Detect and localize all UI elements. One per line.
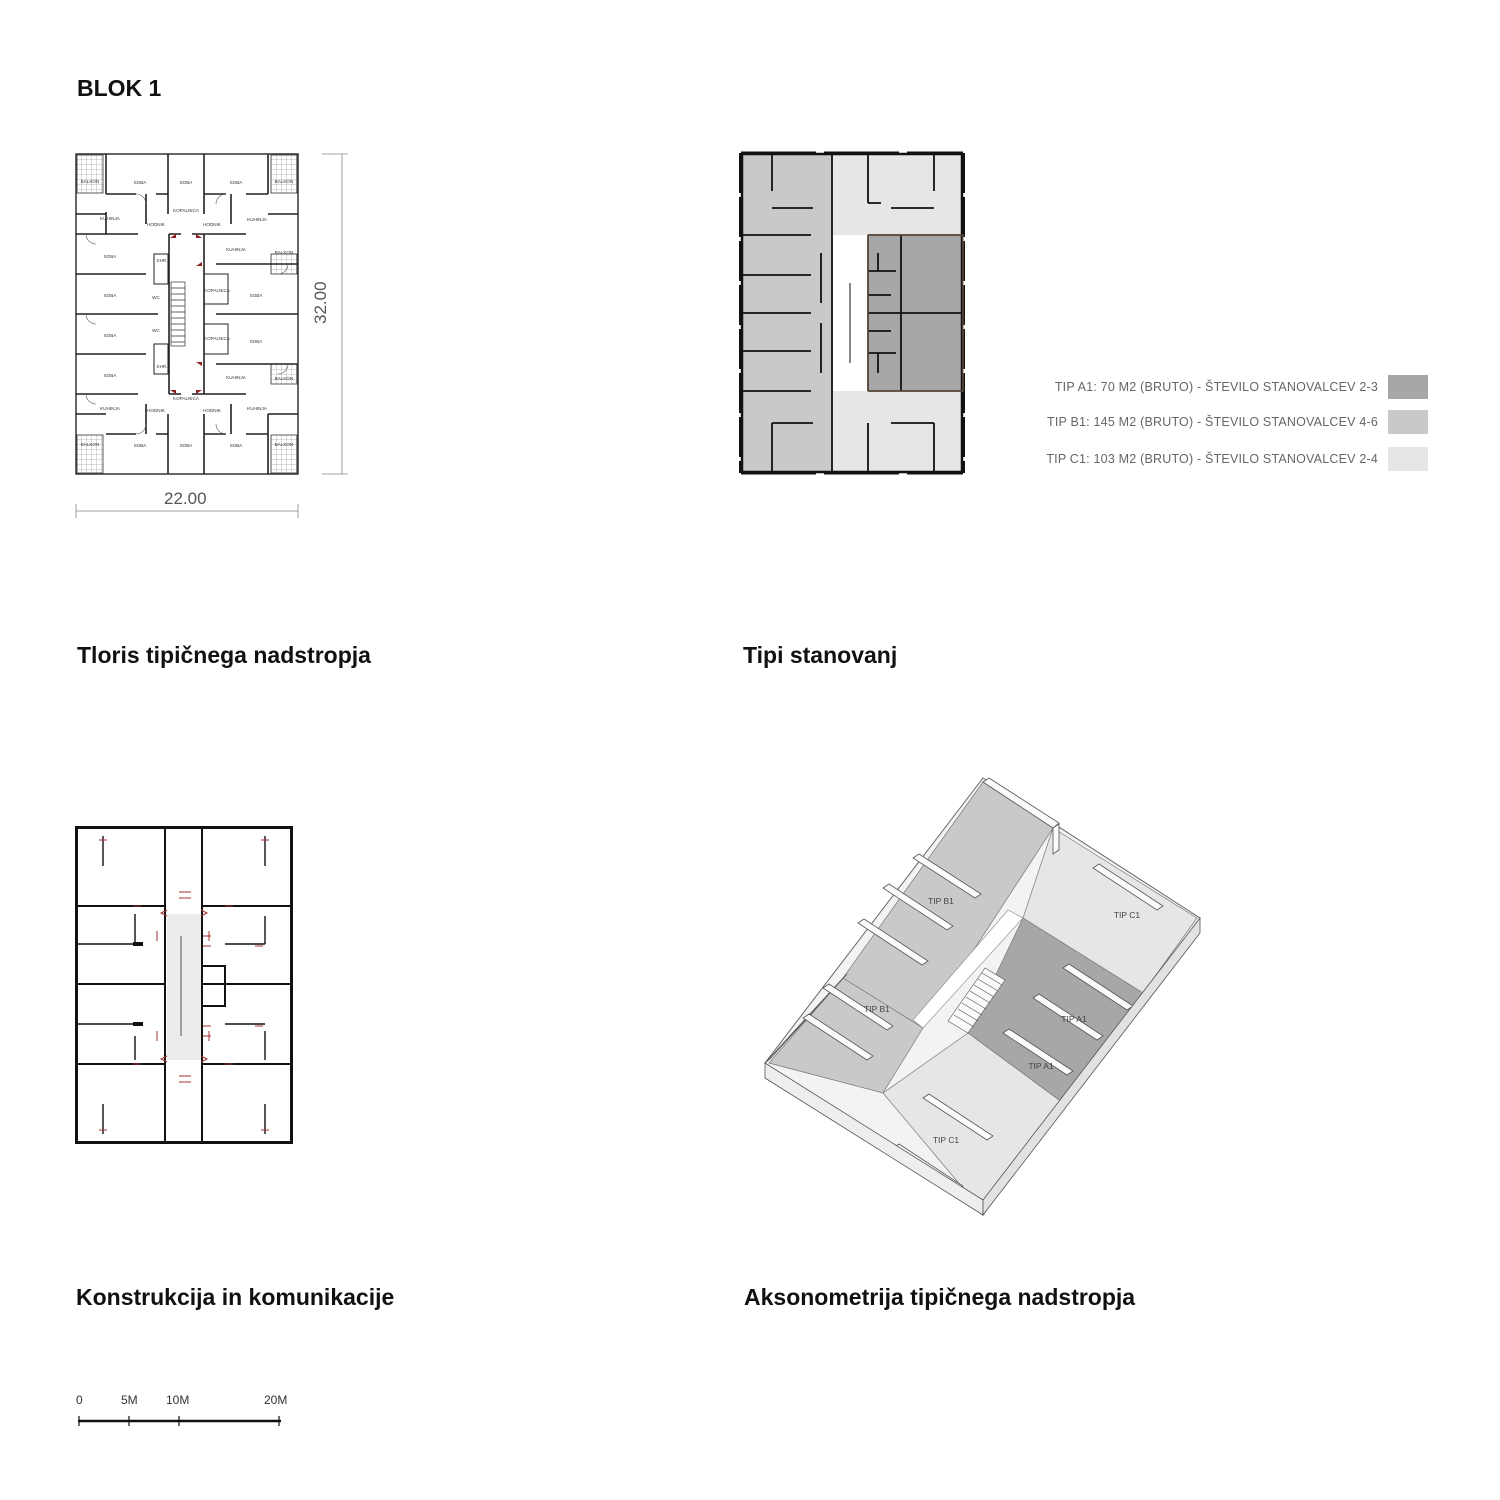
legend-item-a1: [1055, 375, 1428, 399]
room-label: SHR.: [156, 258, 168, 263]
scale-label: 10M: [166, 1393, 190, 1407]
room-label: SOBA: [179, 443, 193, 448]
room-label: HODNIK: [203, 222, 221, 227]
axonometry-drawing: [763, 778, 1203, 1218]
room-label: SOBA: [103, 254, 117, 259]
axonometry-caption: Aksonometrija tipičnega nadstropja: [744, 1284, 1136, 1310]
structure-drawing: [75, 826, 293, 1144]
legend-label: TIP B1: 145 M2 (BRUTO) - ŠTEVILO STANOVALCEV 4-6: [1047, 415, 1378, 429]
unit-tag: TIP B1: [928, 896, 954, 906]
floor-plan-caption: Tloris tipičnega nadstropja: [77, 642, 371, 668]
room-label: SOBA: [103, 373, 117, 378]
legend-label: TIP C1: 103 M2 (BRUTO) - ŠTEVILO STANOVALCEV 2-4: [1046, 452, 1378, 466]
unit-tag: TIP C1: [932, 1135, 960, 1145]
legend-item-b1: [1047, 410, 1428, 434]
room-label: HODNIK: [203, 408, 221, 413]
room-label: WC: [152, 328, 160, 333]
scale-label: 0: [76, 1393, 83, 1407]
legend-swatch-a1: [1388, 375, 1428, 399]
apartment-types-caption: Tipi stanovanj: [743, 642, 898, 668]
unit-tag: TIP C1: [1113, 910, 1141, 920]
room-label: HODNIK: [147, 408, 165, 413]
room-label: BALKON: [80, 442, 100, 447]
legend-item-c1: [1046, 447, 1428, 471]
room-label: SOBA: [179, 180, 193, 185]
unit-tag: TIP B1: [864, 1004, 890, 1014]
room-label: SOBA: [229, 443, 243, 448]
scale-label: 20M: [264, 1393, 288, 1407]
unit-tip-c1: [832, 153, 963, 235]
room-label: KOPALNICA: [173, 396, 199, 401]
legend-swatch-b1: [1388, 410, 1428, 434]
room-label: SHR.: [156, 364, 168, 369]
height-dimension: 32.00: [311, 281, 330, 324]
room-label: SOBA: [229, 180, 243, 185]
width-dimension: 22.00: [164, 489, 207, 508]
page-title: BLOK 1: [77, 75, 162, 101]
room-label: KOPALNICA: [173, 208, 199, 213]
unit-tip-c1: [832, 391, 963, 473]
room-label: KUHINJA: [247, 217, 267, 222]
room-label: BALKON: [274, 250, 294, 255]
room-label: BALKON: [274, 179, 294, 184]
room-label: KUHINJA: [226, 247, 246, 252]
room-label: KOPALNICA: [204, 288, 230, 293]
room-label: SOBA: [133, 180, 147, 185]
unit-tag: TIP A1: [1028, 1061, 1054, 1071]
room-label: SOBA: [133, 443, 147, 448]
room-label: BALKON: [274, 442, 294, 447]
room-label: KUHINJA: [100, 216, 120, 221]
room-label: BALKON: [80, 179, 100, 184]
room-label: KOPALNICA: [204, 336, 230, 341]
room-label: KUHINJA: [247, 406, 267, 411]
room-label: KUHINJA: [100, 406, 120, 411]
room-label: SOBA: [249, 293, 263, 298]
apartment-types-drawing: [741, 153, 963, 473]
structure-caption: Konstrukcija in komunikacije: [76, 1284, 395, 1310]
scale-label: 5M: [121, 1393, 138, 1407]
legend-swatch-c1: [1388, 447, 1428, 471]
room-label: BALKON: [274, 376, 294, 381]
room-label: SOBA: [103, 333, 117, 338]
room-label: HODNIK: [147, 222, 165, 227]
room-label: KUHINJA: [226, 375, 246, 380]
legend-label: TIP A1: 70 M2 (BRUTO) - ŠTEVILO STANOVALCEV 2-3: [1054, 380, 1378, 394]
floor-plan-drawing: [76, 154, 298, 474]
room-label: WC: [152, 295, 160, 300]
scale-bar-line: [78, 1414, 284, 1428]
room-label: SOBA: [249, 339, 263, 344]
room-label: SOBA: [103, 293, 117, 298]
unit-tag: TIP A1: [1061, 1014, 1087, 1024]
